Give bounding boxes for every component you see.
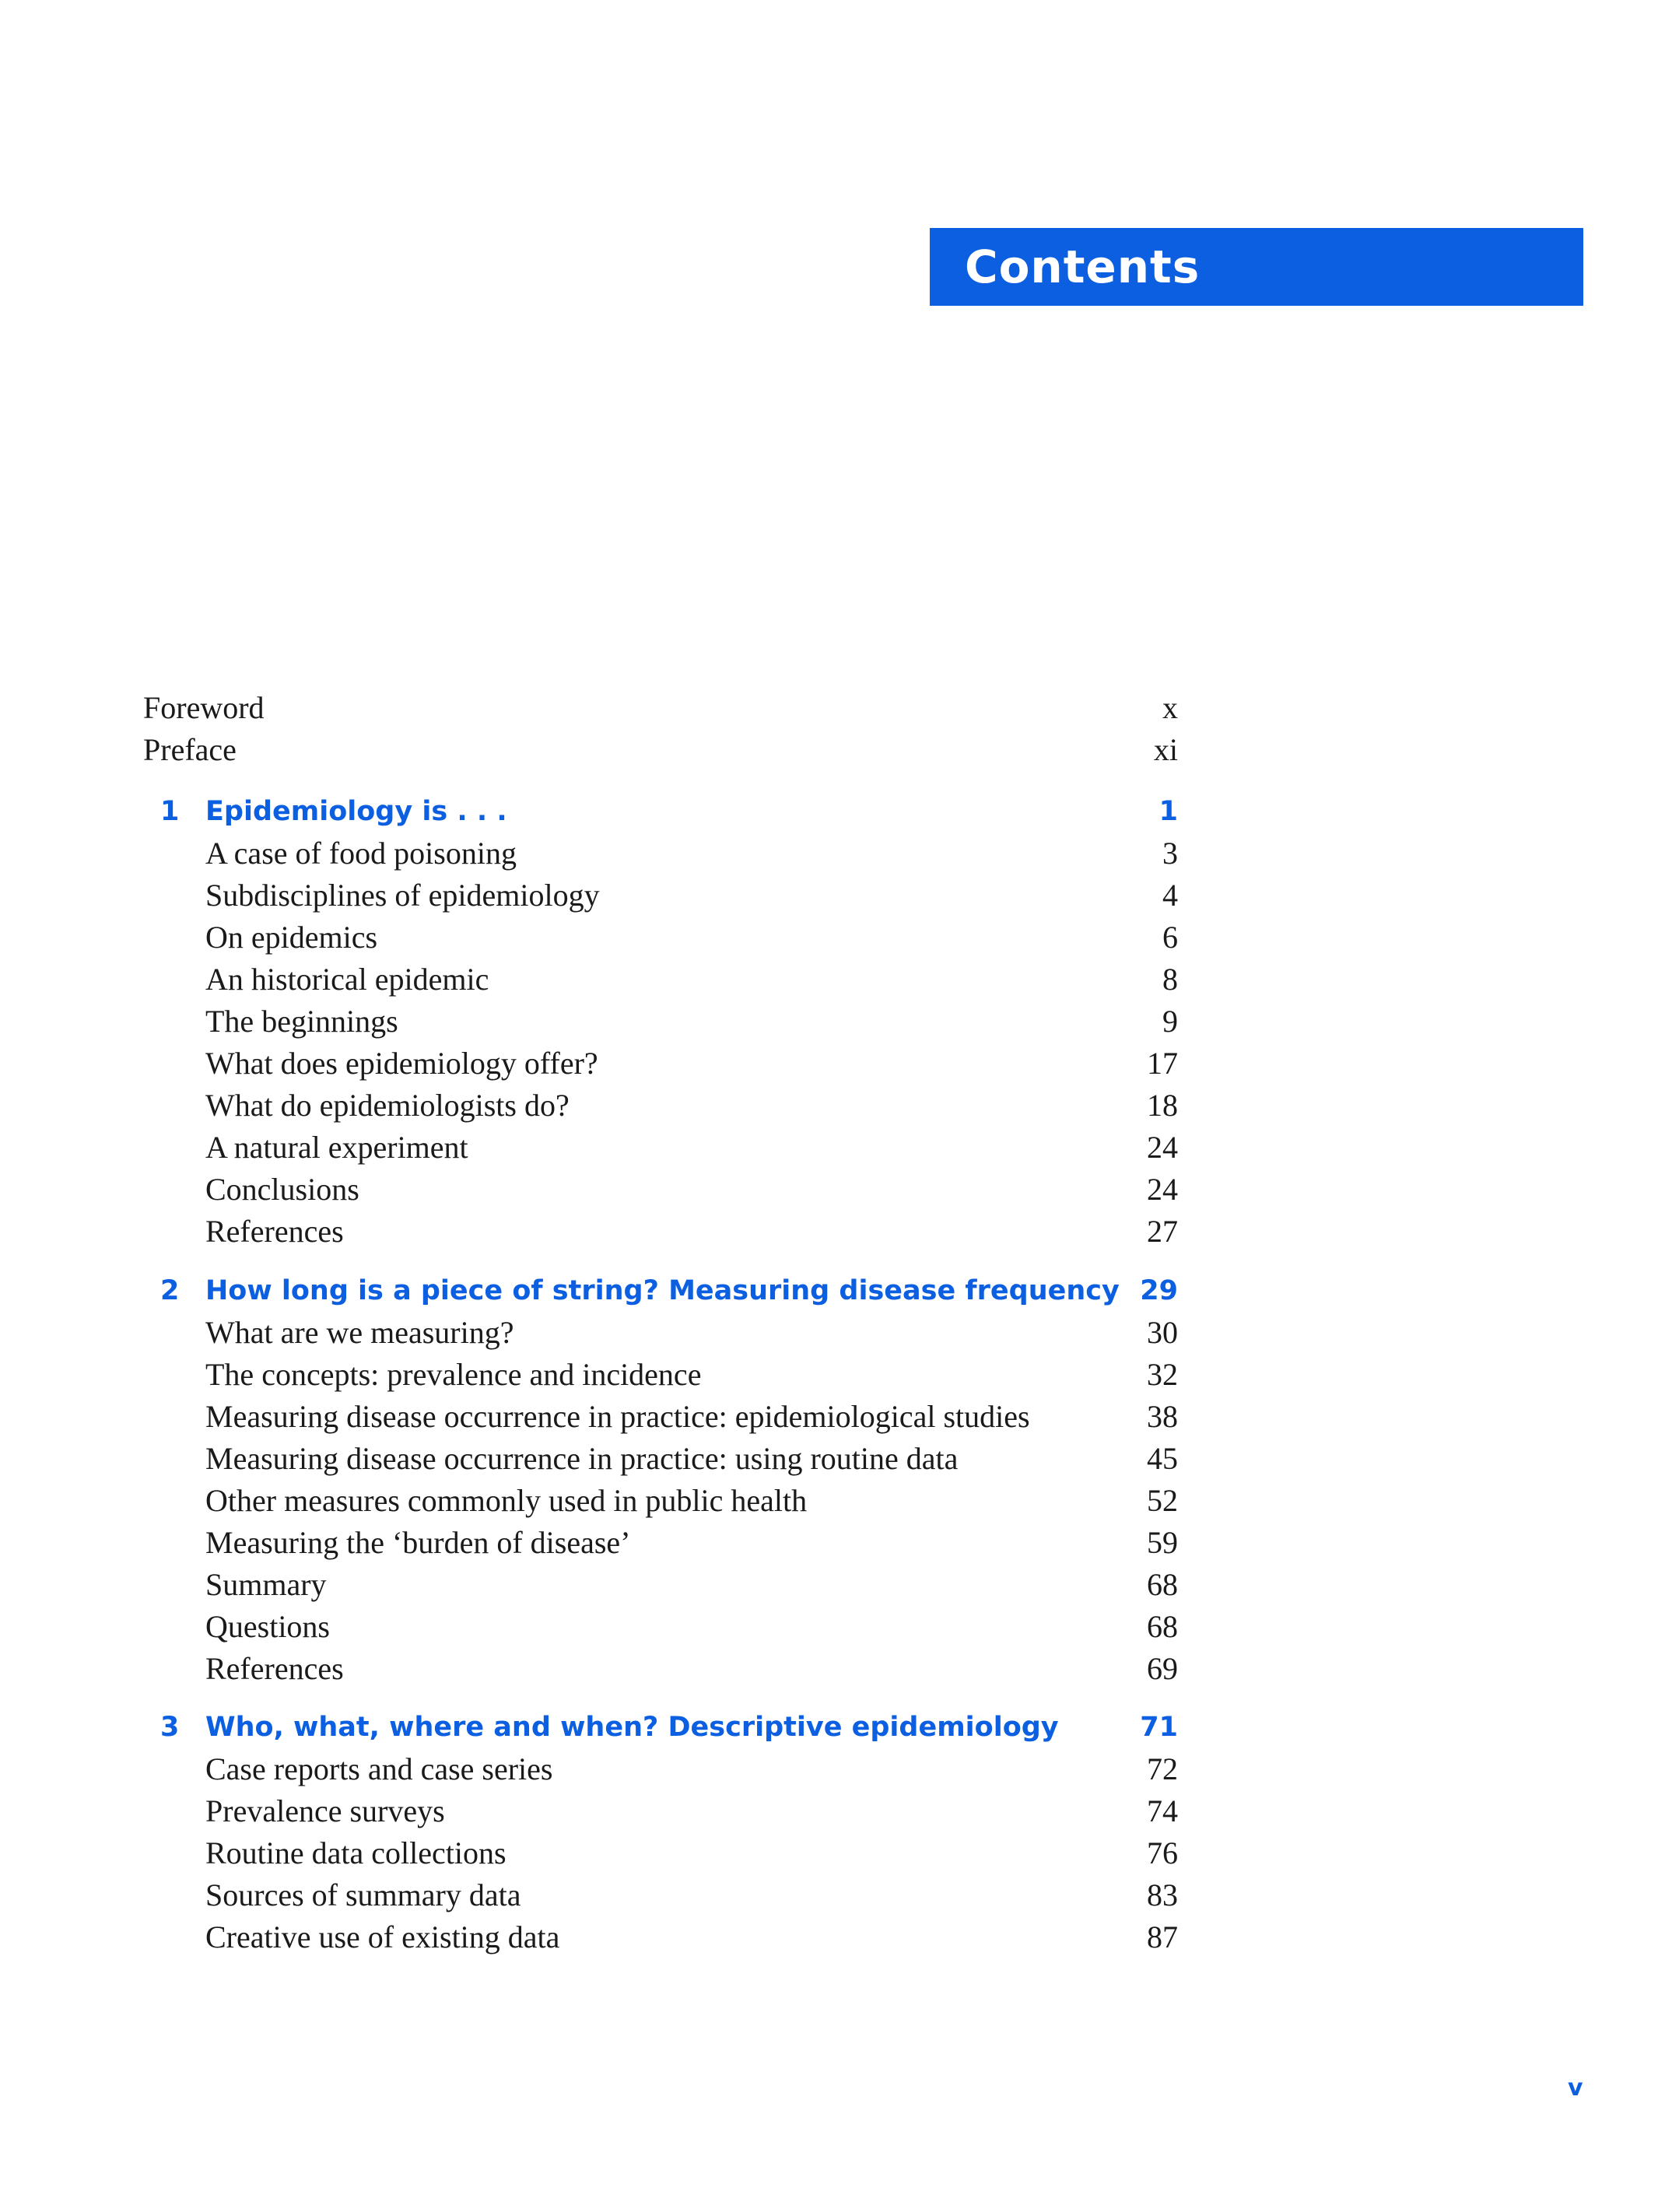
toc-entry[interactable]: [0, 1001, 1672, 1043]
toc-page-number: 68: [1147, 1609, 1178, 1644]
toc-page-number: 38: [1147, 1399, 1178, 1434]
chapter-number: 1: [160, 796, 180, 827]
toc-entry-label: Measuring disease occurrence in practice: using routine data: [205, 1441, 959, 1476]
toc-page-number: 52: [1147, 1483, 1178, 1518]
toc-page-number: 87: [1147, 1919, 1178, 1954]
chapter-number: 3: [160, 1712, 180, 1743]
toc-front-item[interactable]: [0, 687, 1672, 729]
toc-entry[interactable]: [0, 1211, 1672, 1253]
toc-entry-label: References: [205, 1651, 344, 1686]
toc-entry-label: References: [205, 1214, 344, 1249]
toc-entry[interactable]: [0, 1832, 1672, 1874]
toc-entry-label: What does epidemiology offer?: [205, 1046, 598, 1081]
toc-page-number: 24: [1147, 1130, 1178, 1165]
toc-entry-label: Preface: [143, 732, 237, 767]
toc-entry-label: Questions: [205, 1609, 330, 1644]
toc-entry-label: Other measures commonly used in public health: [205, 1483, 808, 1518]
toc-entry-label: The concepts: prevalence and incidence: [205, 1357, 702, 1392]
toc-entry[interactable]: [0, 875, 1672, 917]
toc-page-number: 74: [1147, 1793, 1178, 1828]
toc-page-number: 4: [1162, 878, 1178, 913]
chapter-number: 2: [160, 1275, 180, 1306]
toc-entry-label: The beginnings: [205, 1004, 398, 1039]
toc-entry-label: A case of food poisoning: [205, 836, 517, 871]
toc-chapter-heading[interactable]: [0, 791, 1672, 833]
toc-page-number: 1: [1158, 796, 1178, 827]
toc-page-number: 72: [1147, 1751, 1178, 1786]
toc-entry[interactable]: [0, 917, 1672, 959]
toc-page-number: xi: [1153, 732, 1178, 767]
toc-page-number: 32: [1147, 1357, 1178, 1392]
toc-page-number: 9: [1162, 1004, 1178, 1039]
toc-entry[interactable]: [0, 1169, 1672, 1211]
toc-entry-label: Sources of summary data: [205, 1877, 521, 1912]
toc-entry[interactable]: [0, 1396, 1672, 1438]
toc-entry-label: Subdisciplines of epidemiology: [205, 878, 600, 913]
toc-entry[interactable]: [0, 833, 1672, 875]
toc-page-number: 68: [1147, 1567, 1178, 1602]
toc-entry[interactable]: [0, 1480, 1672, 1522]
toc-entry[interactable]: [0, 1564, 1672, 1606]
toc-page-number: 71: [1140, 1712, 1178, 1743]
toc-entry[interactable]: [0, 1790, 1672, 1832]
chapter-title: Epidemiology is . . .: [205, 796, 507, 827]
page-folio: v: [1568, 2074, 1583, 2102]
toc-entry-label: What do epidemiologists do?: [205, 1088, 570, 1123]
toc-entry-label: What are we measuring?: [205, 1315, 514, 1350]
toc-entry-label: Creative use of existing data: [205, 1919, 560, 1954]
toc-page-number: 83: [1147, 1877, 1178, 1912]
toc-front-item[interactable]: [0, 729, 1672, 771]
toc-entry-label: Case reports and case series: [205, 1751, 553, 1786]
toc-page-number: 3: [1162, 836, 1178, 871]
toc-entry[interactable]: [0, 1916, 1672, 1958]
toc-entry[interactable]: [0, 1312, 1672, 1354]
toc-entry[interactable]: [0, 1043, 1672, 1085]
toc-entry[interactable]: [0, 1606, 1672, 1648]
toc-page-number: 8: [1162, 962, 1178, 997]
toc-chapter-heading[interactable]: [0, 1270, 1672, 1312]
toc-entry-label: Routine data collections: [205, 1835, 507, 1870]
toc-page-number: 45: [1147, 1441, 1178, 1476]
toc-page-number: 30: [1147, 1315, 1178, 1350]
toc-entry[interactable]: [0, 1354, 1672, 1396]
toc-page-number: 27: [1147, 1214, 1178, 1249]
chapter-title: Who, what, where and when? Descriptive epidemiology: [205, 1712, 1059, 1743]
toc-entry-label: Prevalence surveys: [205, 1793, 445, 1828]
toc-page-number: 29: [1140, 1275, 1178, 1306]
toc-page-number: x: [1162, 690, 1178, 725]
toc-entry-label: Conclusions: [205, 1172, 359, 1207]
page-title: Contents: [965, 240, 1201, 293]
toc-entry-label: A natural experiment: [205, 1130, 468, 1165]
toc-entry[interactable]: [0, 1522, 1672, 1564]
toc-entry-label: Foreword: [143, 690, 265, 725]
toc-entry[interactable]: [0, 1648, 1672, 1690]
toc-entry[interactable]: [0, 1748, 1672, 1790]
toc-entry[interactable]: [0, 1874, 1672, 1916]
toc-page-number: 69: [1147, 1651, 1178, 1686]
toc-page-number: 24: [1147, 1172, 1178, 1207]
toc-entry[interactable]: [0, 1438, 1672, 1480]
toc-entry-label: Measuring disease occurrence in practice: epidemiological studies: [205, 1399, 1030, 1434]
toc-entry[interactable]: [0, 1127, 1672, 1169]
toc-entry[interactable]: [0, 959, 1672, 1001]
toc-entry-label: Measuring the ‘burden of disease’: [205, 1525, 631, 1560]
toc-page-number: 17: [1147, 1046, 1178, 1081]
chapter-title: How long is a piece of string? Measuring disease frequency: [205, 1275, 1120, 1306]
toc-page-number: 59: [1147, 1525, 1178, 1560]
toc-page-number: 6: [1162, 920, 1178, 955]
toc-entry-label: An historical epidemic: [205, 962, 489, 997]
toc-chapter-heading[interactable]: [0, 1706, 1672, 1748]
toc-entry[interactable]: [0, 1085, 1672, 1127]
toc-page-number: 76: [1147, 1835, 1178, 1870]
toc-entry-label: Summary: [205, 1567, 327, 1602]
toc-entry-label: On epidemics: [205, 920, 378, 955]
toc-page-number: 18: [1147, 1088, 1178, 1123]
